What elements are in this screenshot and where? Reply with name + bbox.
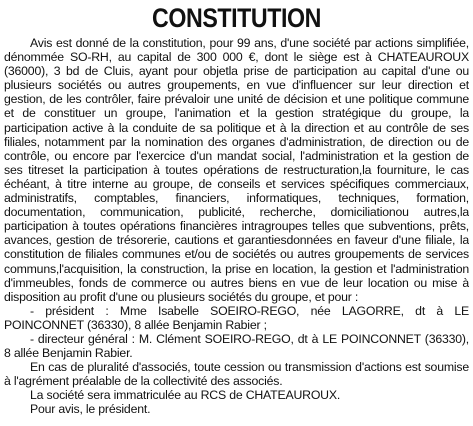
notice-paragraph-share-transfer: En cas de pluralité d'associés, toute cession ou transmission d'actions est soumise à l'agrément préalable de la collectivité des associés. xyxy=(4,360,469,389)
notice-paragraph-president: - président : Mme Isabelle SOEIRO-REGO, née LAGORRE, dt à LE POINCONNET (36330), 8 allée Benjamin Rabier ; xyxy=(4,303,469,332)
notice-paragraph-object: Avis est donné de la constitution, pour 99 ans, d'une société par actions simplifiée, dénommée SO-RH, au capital de 300 000 €, dont le siège est à CHATEAUROUX (36000), 3 bd de Cluis, ayant pour objetla prise de participation au capital d'une ou plusieurs sociétés ou autres groupements, en vue d'influencer sur leur direction et gestion, de les contrôler, faire prévaloir une unité de décision et une politique commune et de constituer un groupe, l'animation et la gestion stratégique du groupe, la participation active à la conduite de sa politique et à la direction et au contrôle de ses filiales, notamment par la nomination des organes d'administration, de direction ou de contrôle, ou encore par l'exercice d'un mandat social, l'administration et la gestion de ses titreset la participation à toutes opérations de restructuration,la fourniture, le cas échéant, à titre interne au groupe, de conseils et services spécifiques commerciaux, administratifs, comptables, financiers, informatiques, techniques, formation, documentation, communication, publicité, recherche, domiciliationou autres,la participation à toutes opérations financières intragroupes telles que subventions, prêts, avances, gestion de trésorerie, cautions et garantiesdonnées en faveur d'une filiale, la constitution de filiales communes et/ou de sociétés ou autres groupements de services communs,l'acquisition, la construction, la prise en location, la gestion et l'administration d'immeubles, fonds de commerce ou autres biens en vue de leur location ou mise à disposition au profit d'une ou plusieurs sociétés du groupe, et pour : xyxy=(4,36,469,304)
notice-heading: CONSTITUTION xyxy=(152,3,321,33)
notice-paragraph-registration: La société sera immatriculée au RCS de CHATEAUROUX. xyxy=(30,388,341,403)
notice-paragraph-general-director: - directeur général : M. Clément SOEIRO-REGO, dt à LE POINCONNET (36330), 8 allée Benjamin Rabier. xyxy=(4,331,469,361)
notice-paragraph-signature: Pour avis, le président. xyxy=(30,402,151,417)
notice-body xyxy=(4,36,469,417)
legal-notice xyxy=(4,0,469,426)
